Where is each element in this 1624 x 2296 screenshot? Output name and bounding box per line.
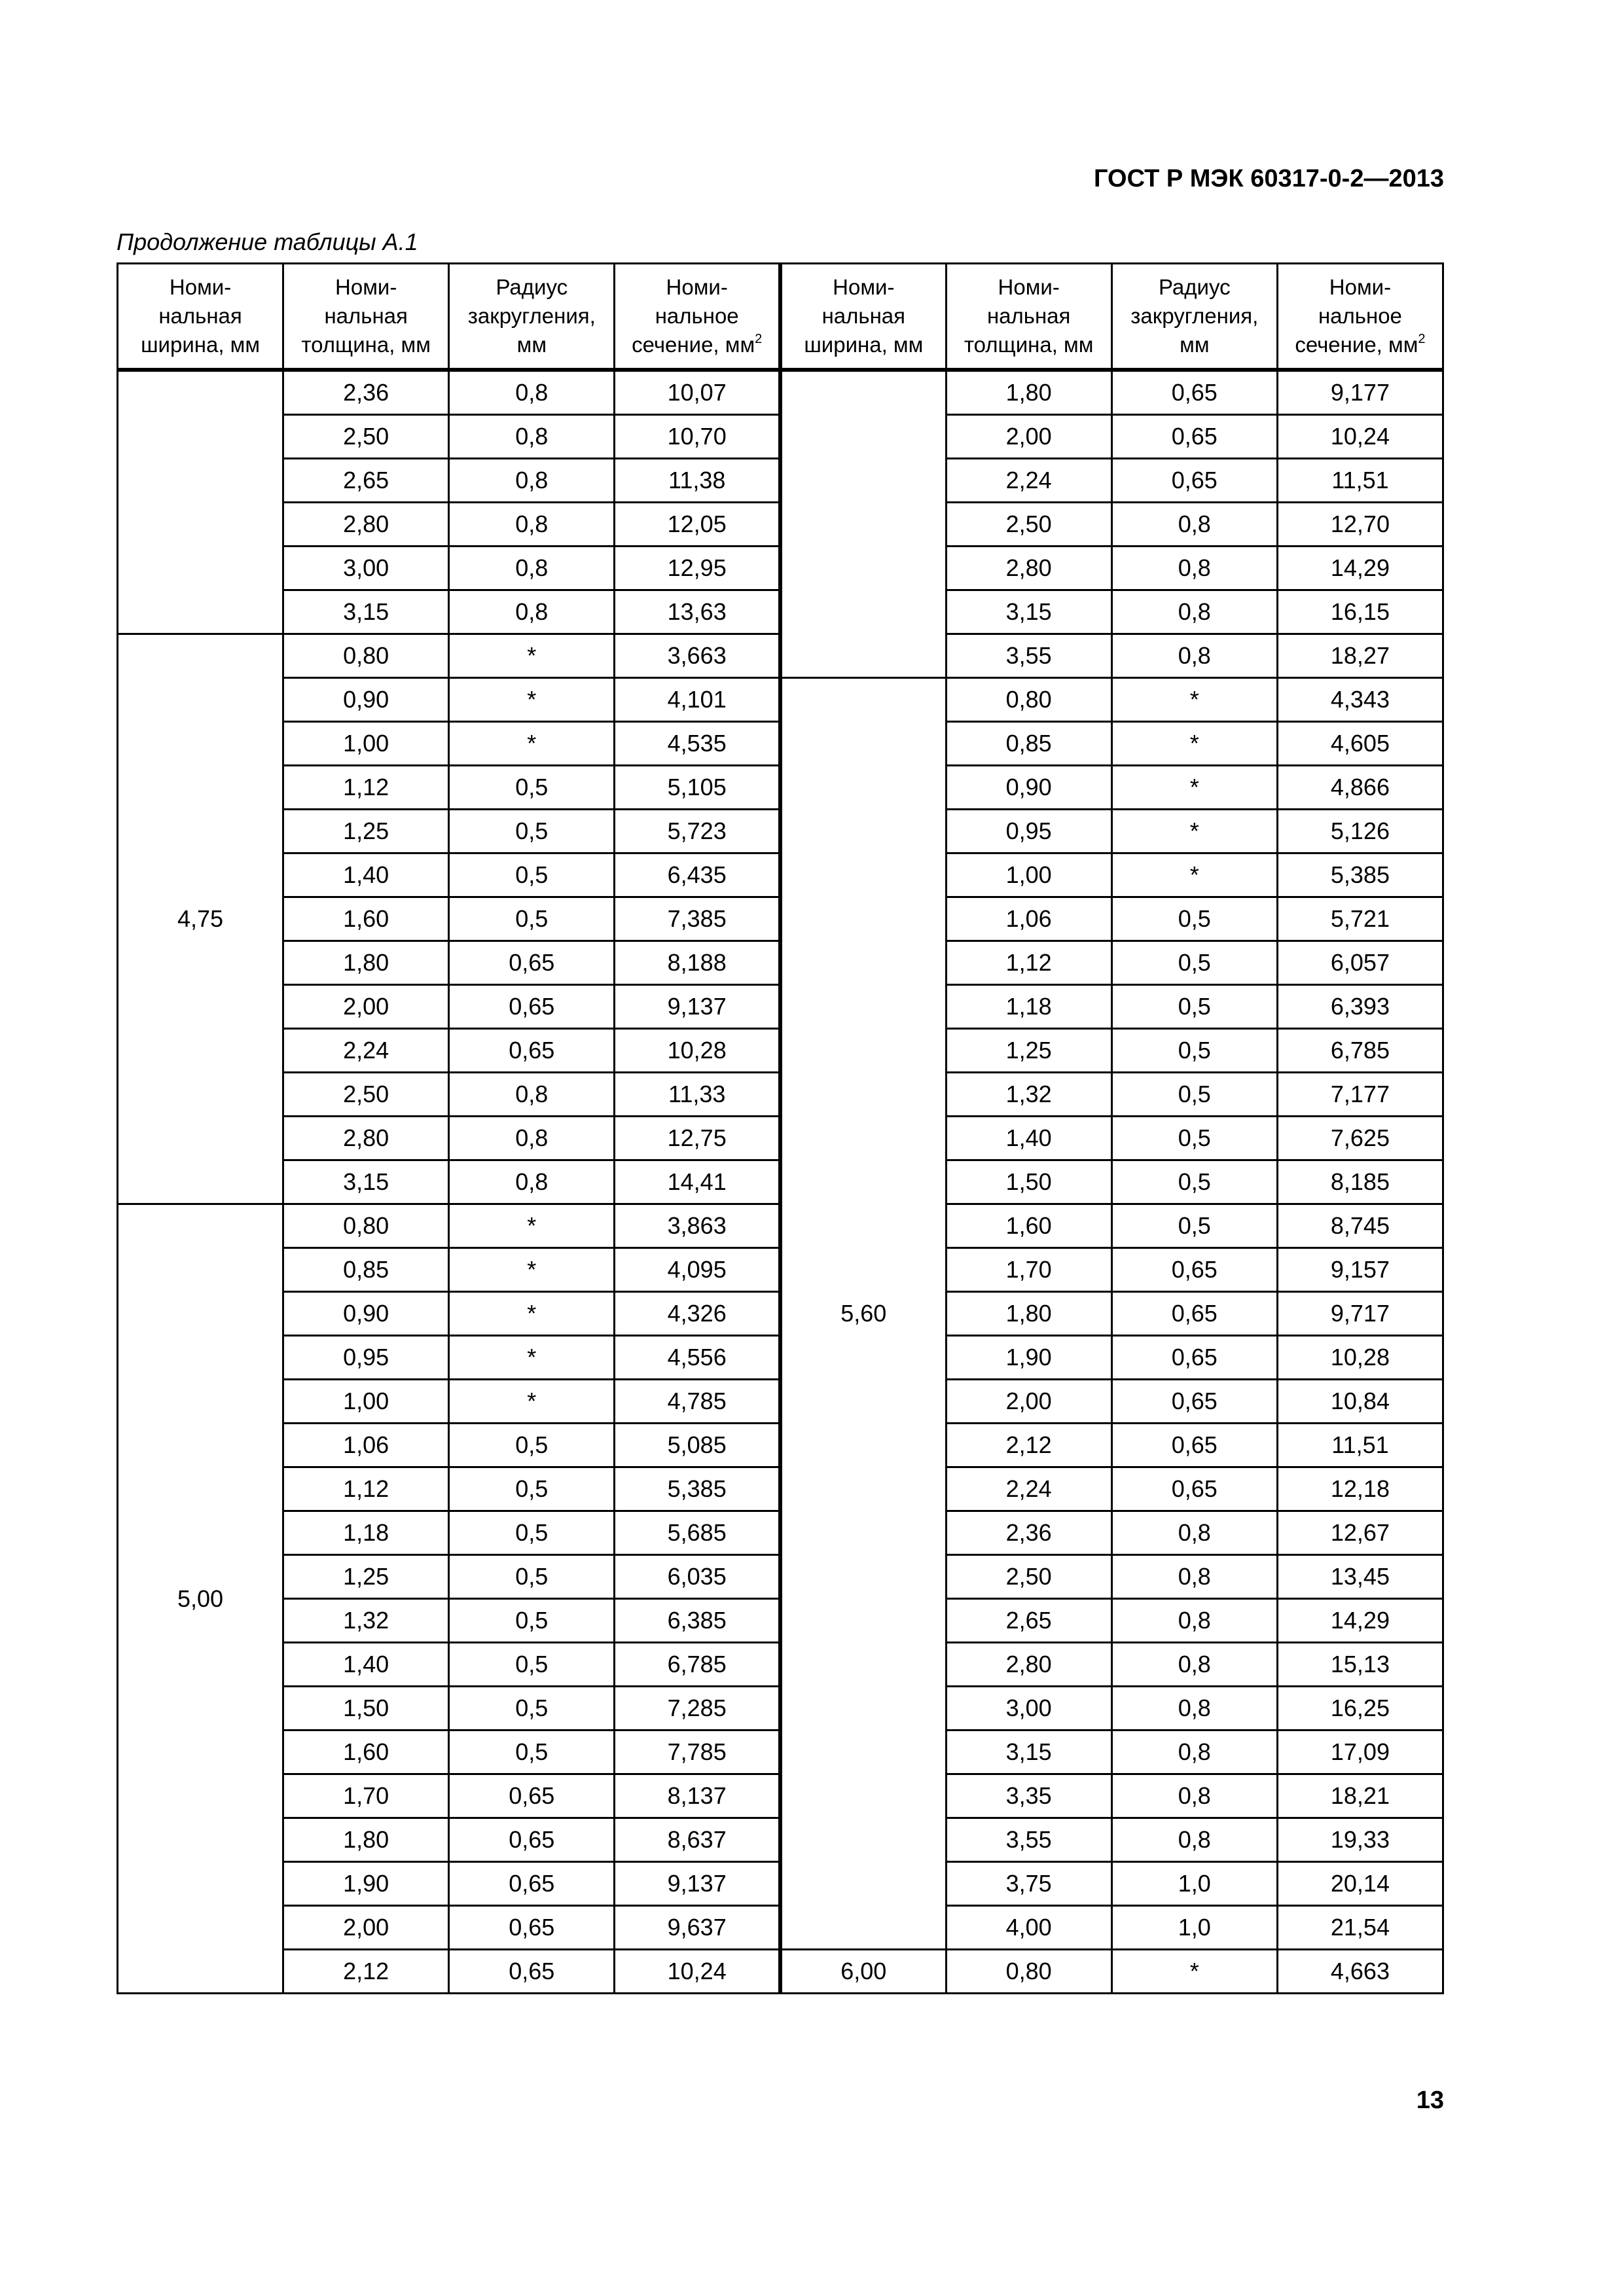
radius-cell-right: 0,65 xyxy=(1111,370,1277,415)
section-cell-right: 9,177 xyxy=(1277,370,1443,415)
radius-cell: 0,5 xyxy=(449,810,615,853)
table-row xyxy=(118,370,1443,415)
width-cell: 5,00 xyxy=(118,1204,283,1994)
col-header-radius: Радиус закругления, мм xyxy=(449,264,615,370)
radius-cell: 0,8 xyxy=(449,590,615,634)
radius-cell: 0,5 xyxy=(449,1599,615,1643)
thickness-cell: 2,24 xyxy=(283,1029,449,1073)
thickness-cell: 3,15 xyxy=(283,1160,449,1204)
section-cell-right: 10,24 xyxy=(1277,415,1443,459)
radius-cell: 0,65 xyxy=(449,985,615,1029)
section-cell-right: 4,605 xyxy=(1277,722,1443,766)
section-cell: 5,105 xyxy=(615,766,780,810)
thickness-cell-right: 1,80 xyxy=(946,1292,1111,1336)
thickness-cell: 1,60 xyxy=(283,1731,449,1774)
thickness-cell-right: 2,80 xyxy=(946,1643,1111,1687)
radius-cell-right: 0,8 xyxy=(1111,547,1277,590)
thickness-cell-right: 1,32 xyxy=(946,1073,1111,1117)
thickness-cell: 0,85 xyxy=(283,1248,449,1292)
radius-cell: 0,8 xyxy=(449,459,615,503)
radius-cell-right: 0,8 xyxy=(1111,1511,1277,1555)
thickness-cell: 3,00 xyxy=(283,547,449,590)
radius-cell-right: 0,8 xyxy=(1111,1555,1277,1599)
section-cell-right: 21,54 xyxy=(1277,1906,1443,1950)
section-cell-right: 11,51 xyxy=(1277,459,1443,503)
radius-cell: 0,5 xyxy=(449,853,615,897)
thickness-cell-right: 0,95 xyxy=(946,810,1111,853)
thickness-cell-right: 2,00 xyxy=(946,1380,1111,1424)
radius-cell: * xyxy=(449,1336,615,1380)
section-cell: 10,07 xyxy=(615,370,780,415)
radius-cell-right: 0,65 xyxy=(1111,1292,1277,1336)
section-cell-right: 9,157 xyxy=(1277,1248,1443,1292)
radius-cell: 0,5 xyxy=(449,766,615,810)
radius-cell: * xyxy=(449,1380,615,1424)
section-cell-right: 18,21 xyxy=(1277,1774,1443,1818)
thickness-cell-right: 3,15 xyxy=(946,590,1111,634)
col-header-width-right: Номи- нальная ширина, мм xyxy=(780,264,946,370)
section-cell-right: 11,51 xyxy=(1277,1424,1443,1467)
thickness-cell-right: 0,80 xyxy=(946,1950,1111,1994)
thickness-cell-right: 1,40 xyxy=(946,1117,1111,1160)
thickness-cell: 0,80 xyxy=(283,634,449,678)
radius-cell: * xyxy=(449,634,615,678)
dimensions-table xyxy=(117,262,1444,1994)
section-cell-right: 19,33 xyxy=(1277,1818,1443,1862)
thickness-cell: 3,15 xyxy=(283,590,449,634)
radius-cell-right: 0,8 xyxy=(1111,1643,1277,1687)
radius-cell: 0,65 xyxy=(449,1862,615,1906)
thickness-cell-right: 2,00 xyxy=(946,415,1111,459)
section-cell-right: 17,09 xyxy=(1277,1731,1443,1774)
section-cell: 4,556 xyxy=(615,1336,780,1380)
radius-cell-right: 1,0 xyxy=(1111,1862,1277,1906)
radius-cell-right: 0,5 xyxy=(1111,1204,1277,1248)
radius-cell: 0,5 xyxy=(449,1467,615,1511)
section-cell: 5,085 xyxy=(615,1424,780,1467)
section-cell-right: 7,177 xyxy=(1277,1073,1443,1117)
col-header-thickness-right: Номи- нальная толщина, мм xyxy=(946,264,1111,370)
width-cell-right xyxy=(780,370,946,678)
thickness-cell-right: 2,50 xyxy=(946,503,1111,547)
thickness-cell: 0,95 xyxy=(283,1336,449,1380)
thickness-cell-right: 3,75 xyxy=(946,1862,1111,1906)
width-cell: 4,75 xyxy=(118,634,283,1204)
radius-cell-right: 0,5 xyxy=(1111,897,1277,941)
section-cell: 12,75 xyxy=(615,1117,780,1160)
section-cell-right: 12,67 xyxy=(1277,1511,1443,1555)
section-cell: 6,035 xyxy=(615,1555,780,1599)
table-caption: Продолжение таблицы А.1 xyxy=(117,228,418,255)
section-cell-right: 12,18 xyxy=(1277,1467,1443,1511)
thickness-cell: 1,18 xyxy=(283,1511,449,1555)
page-number: 13 xyxy=(1416,2087,1444,2114)
radius-cell-right: 0,65 xyxy=(1111,1380,1277,1424)
radius-cell-right: 0,5 xyxy=(1111,941,1277,985)
radius-cell: * xyxy=(449,1248,615,1292)
thickness-cell-right: 1,70 xyxy=(946,1248,1111,1292)
section-cell: 6,385 xyxy=(615,1599,780,1643)
section-cell: 5,723 xyxy=(615,810,780,853)
section-cell: 14,41 xyxy=(615,1160,780,1204)
thickness-cell: 1,00 xyxy=(283,1380,449,1424)
radius-cell-right: 1,0 xyxy=(1111,1906,1277,1950)
thickness-cell-right: 2,65 xyxy=(946,1599,1111,1643)
thickness-cell-right: 1,90 xyxy=(946,1336,1111,1380)
section-cell: 4,535 xyxy=(615,722,780,766)
section-cell: 8,637 xyxy=(615,1818,780,1862)
thickness-cell-right: 2,24 xyxy=(946,1467,1111,1511)
section-cell-right: 20,14 xyxy=(1277,1862,1443,1906)
section-cell: 4,326 xyxy=(615,1292,780,1336)
radius-cell-right: 0,65 xyxy=(1111,459,1277,503)
width-cell xyxy=(118,370,283,634)
thickness-cell-right: 4,00 xyxy=(946,1906,1111,1950)
section-cell-right: 10,84 xyxy=(1277,1380,1443,1424)
section-cell-right: 5,126 xyxy=(1277,810,1443,853)
radius-cell: 0,5 xyxy=(449,1511,615,1555)
thickness-cell: 2,65 xyxy=(283,459,449,503)
thickness-cell: 1,32 xyxy=(283,1599,449,1643)
thickness-cell: 2,00 xyxy=(283,1906,449,1950)
thickness-cell: 2,36 xyxy=(283,370,449,415)
section-cell: 5,385 xyxy=(615,1467,780,1511)
section-cell-right: 4,866 xyxy=(1277,766,1443,810)
section-cell: 12,05 xyxy=(615,503,780,547)
section-cell: 5,685 xyxy=(615,1511,780,1555)
section-cell-right: 16,25 xyxy=(1277,1687,1443,1731)
thickness-cell-right: 1,25 xyxy=(946,1029,1111,1073)
thickness-cell: 1,80 xyxy=(283,941,449,985)
section-cell: 11,33 xyxy=(615,1073,780,1117)
section-cell: 4,101 xyxy=(615,678,780,722)
radius-cell-right: 0,8 xyxy=(1111,1731,1277,1774)
section-cell: 4,785 xyxy=(615,1380,780,1424)
radius-cell: 0,65 xyxy=(449,1818,615,1862)
section-cell: 10,24 xyxy=(615,1950,780,1994)
radius-cell-right: 0,5 xyxy=(1111,1117,1277,1160)
section-cell-right: 6,057 xyxy=(1277,941,1443,985)
col-header-width: Номи- нальная ширина, мм xyxy=(118,264,283,370)
radius-cell-right: 0,8 xyxy=(1111,634,1277,678)
section-cell: 10,28 xyxy=(615,1029,780,1073)
thickness-cell: 0,90 xyxy=(283,678,449,722)
thickness-cell-right: 0,85 xyxy=(946,722,1111,766)
radius-cell: * xyxy=(449,722,615,766)
thickness-cell: 1,00 xyxy=(283,722,449,766)
thickness-cell-right: 2,12 xyxy=(946,1424,1111,1467)
section-cell: 8,137 xyxy=(615,1774,780,1818)
radius-cell-right: 0,65 xyxy=(1111,415,1277,459)
col-header-section: Номи- нальное сечение, $мм^2$ xyxy=(615,264,780,370)
section-cell-right: 14,29 xyxy=(1277,1599,1443,1643)
radius-cell-right: 0,8 xyxy=(1111,1599,1277,1643)
radius-cell: 0,65 xyxy=(449,1906,615,1950)
radius-cell: * xyxy=(449,1204,615,1248)
thickness-cell: 0,80 xyxy=(283,1204,449,1248)
radius-cell: 0,5 xyxy=(449,1687,615,1731)
table-row xyxy=(118,1950,1443,1994)
radius-cell: 0,5 xyxy=(449,1643,615,1687)
section-cell: 6,785 xyxy=(615,1643,780,1687)
thickness-cell: 2,00 xyxy=(283,985,449,1029)
radius-cell: 0,8 xyxy=(449,415,615,459)
thickness-cell-right: 2,24 xyxy=(946,459,1111,503)
thickness-cell-right: 2,50 xyxy=(946,1555,1111,1599)
radius-cell-right: * xyxy=(1111,722,1277,766)
radius-cell: 0,8 xyxy=(449,1073,615,1117)
radius-cell-right: 0,8 xyxy=(1111,1818,1277,1862)
thickness-cell-right: 1,06 xyxy=(946,897,1111,941)
section-cell: 4,095 xyxy=(615,1248,780,1292)
section-cell-right: 13,45 xyxy=(1277,1555,1443,1599)
radius-cell: * xyxy=(449,1292,615,1336)
radius-cell: 0,8 xyxy=(449,503,615,547)
thickness-cell: 2,50 xyxy=(283,1073,449,1117)
section-cell: 13,63 xyxy=(615,590,780,634)
thickness-cell: 1,90 xyxy=(283,1862,449,1906)
thickness-cell-right: 3,55 xyxy=(946,634,1111,678)
radius-cell-right: 0,5 xyxy=(1111,1073,1277,1117)
section-cell-right: 5,721 xyxy=(1277,897,1443,941)
radius-cell: 0,8 xyxy=(449,370,615,415)
section-cell-right: 12,70 xyxy=(1277,503,1443,547)
thickness-cell-right: 2,36 xyxy=(946,1511,1111,1555)
thickness-cell-right: 1,60 xyxy=(946,1204,1111,1248)
thickness-cell: 1,12 xyxy=(283,766,449,810)
col-header-thickness: Номи- нальная толщина, мм xyxy=(283,264,449,370)
thickness-cell-right: 3,35 xyxy=(946,1774,1111,1818)
col-header-radius-right: Радиус закругления, мм xyxy=(1111,264,1277,370)
section-cell-right: 10,28 xyxy=(1277,1336,1443,1380)
radius-cell: * xyxy=(449,678,615,722)
thickness-cell: 2,80 xyxy=(283,1117,449,1160)
radius-cell: 0,65 xyxy=(449,1774,615,1818)
radius-cell-right: 0,5 xyxy=(1111,1029,1277,1073)
radius-cell-right: * xyxy=(1111,766,1277,810)
radius-cell: 0,8 xyxy=(449,1160,615,1204)
thickness-cell-right: 3,15 xyxy=(946,1731,1111,1774)
radius-cell: 0,8 xyxy=(449,547,615,590)
thickness-cell: 1,80 xyxy=(283,1818,449,1862)
thickness-cell-right: 1,00 xyxy=(946,853,1111,897)
radius-cell-right: 0,8 xyxy=(1111,1687,1277,1731)
section-cell-right: 15,13 xyxy=(1277,1643,1443,1687)
section-cell: 7,785 xyxy=(615,1731,780,1774)
section-cell-right: 4,343 xyxy=(1277,678,1443,722)
thickness-cell: 1,06 xyxy=(283,1424,449,1467)
radius-cell-right: 0,8 xyxy=(1111,503,1277,547)
thickness-cell: 1,40 xyxy=(283,853,449,897)
radius-cell: 0,5 xyxy=(449,1731,615,1774)
section-cell-right: 7,625 xyxy=(1277,1117,1443,1160)
section-cell: 10,70 xyxy=(615,415,780,459)
section-cell: 7,285 xyxy=(615,1687,780,1731)
thickness-cell-right: 0,90 xyxy=(946,766,1111,810)
thickness-cell-right: 0,80 xyxy=(946,678,1111,722)
thickness-cell-right: 1,18 xyxy=(946,985,1111,1029)
radius-cell: 0,5 xyxy=(449,1555,615,1599)
radius-cell-right: 0,5 xyxy=(1111,1160,1277,1204)
radius-cell-right: 0,65 xyxy=(1111,1424,1277,1467)
thickness-cell-right: 2,80 xyxy=(946,547,1111,590)
thickness-cell: 2,12 xyxy=(283,1950,449,1994)
section-cell: 9,637 xyxy=(615,1906,780,1950)
thickness-cell-right: 1,50 xyxy=(946,1160,1111,1204)
section-cell-right: 4,663 xyxy=(1277,1950,1443,1994)
radius-cell-right: 0,8 xyxy=(1111,1774,1277,1818)
radius-cell: 0,5 xyxy=(449,897,615,941)
radius-cell-right: * xyxy=(1111,678,1277,722)
section-cell-right: 5,385 xyxy=(1277,853,1443,897)
thickness-cell: 1,40 xyxy=(283,1643,449,1687)
radius-cell: 0,65 xyxy=(449,941,615,985)
section-cell-right: 18,27 xyxy=(1277,634,1443,678)
radius-cell-right: * xyxy=(1111,810,1277,853)
radius-cell-right: 0,8 xyxy=(1111,590,1277,634)
col-header-section-right: Номи- нальное сечение, $мм^2$ xyxy=(1277,264,1443,370)
radius-cell: 0,65 xyxy=(449,1029,615,1073)
section-cell: 9,137 xyxy=(615,1862,780,1906)
width-cell-right: 5,60 xyxy=(780,678,946,1950)
section-cell: 6,435 xyxy=(615,853,780,897)
thickness-cell: 1,50 xyxy=(283,1687,449,1731)
radius-cell: 0,5 xyxy=(449,1424,615,1467)
section-cell-right: 8,185 xyxy=(1277,1160,1443,1204)
radius-cell-right: * xyxy=(1111,1950,1277,1994)
thickness-cell: 1,25 xyxy=(283,810,449,853)
section-cell: 8,188 xyxy=(615,941,780,985)
section-cell-right: 6,393 xyxy=(1277,985,1443,1029)
section-cell-right: 16,15 xyxy=(1277,590,1443,634)
radius-cell-right: 0,65 xyxy=(1111,1336,1277,1380)
thickness-cell: 2,80 xyxy=(283,503,449,547)
section-cell: 3,663 xyxy=(615,634,780,678)
section-cell: 7,385 xyxy=(615,897,780,941)
radius-cell-right: 0,65 xyxy=(1111,1248,1277,1292)
width-cell-right: 6,00 xyxy=(780,1950,946,1994)
thickness-cell: 2,50 xyxy=(283,415,449,459)
thickness-cell-right: 3,55 xyxy=(946,1818,1111,1862)
thickness-cell-right: 1,12 xyxy=(946,941,1111,985)
section-cell-right: 6,785 xyxy=(1277,1029,1443,1073)
section-cell: 9,137 xyxy=(615,985,780,1029)
thickness-cell: 1,25 xyxy=(283,1555,449,1599)
standard-code: ГОСТ Р МЭК 60317-0-2—2013 xyxy=(1094,165,1444,192)
section-cell: 3,863 xyxy=(615,1204,780,1248)
section-cell: 12,95 xyxy=(615,547,780,590)
thickness-cell-right: 1,80 xyxy=(946,370,1111,415)
thickness-cell: 1,70 xyxy=(283,1774,449,1818)
section-cell-right: 8,745 xyxy=(1277,1204,1443,1248)
section-cell-right: 9,717 xyxy=(1277,1292,1443,1336)
thickness-cell: 1,12 xyxy=(283,1467,449,1511)
radius-cell-right: 0,5 xyxy=(1111,985,1277,1029)
table-header-row xyxy=(118,264,1443,370)
thickness-cell: 1,60 xyxy=(283,897,449,941)
thickness-cell: 0,90 xyxy=(283,1292,449,1336)
radius-cell-right: * xyxy=(1111,853,1277,897)
section-cell: 11,38 xyxy=(615,459,780,503)
radius-cell: 0,65 xyxy=(449,1950,615,1994)
table-row xyxy=(118,678,1443,722)
thickness-cell-right: 3,00 xyxy=(946,1687,1111,1731)
section-cell-right: 14,29 xyxy=(1277,547,1443,590)
radius-cell: 0,8 xyxy=(449,1117,615,1160)
radius-cell-right: 0,65 xyxy=(1111,1467,1277,1511)
